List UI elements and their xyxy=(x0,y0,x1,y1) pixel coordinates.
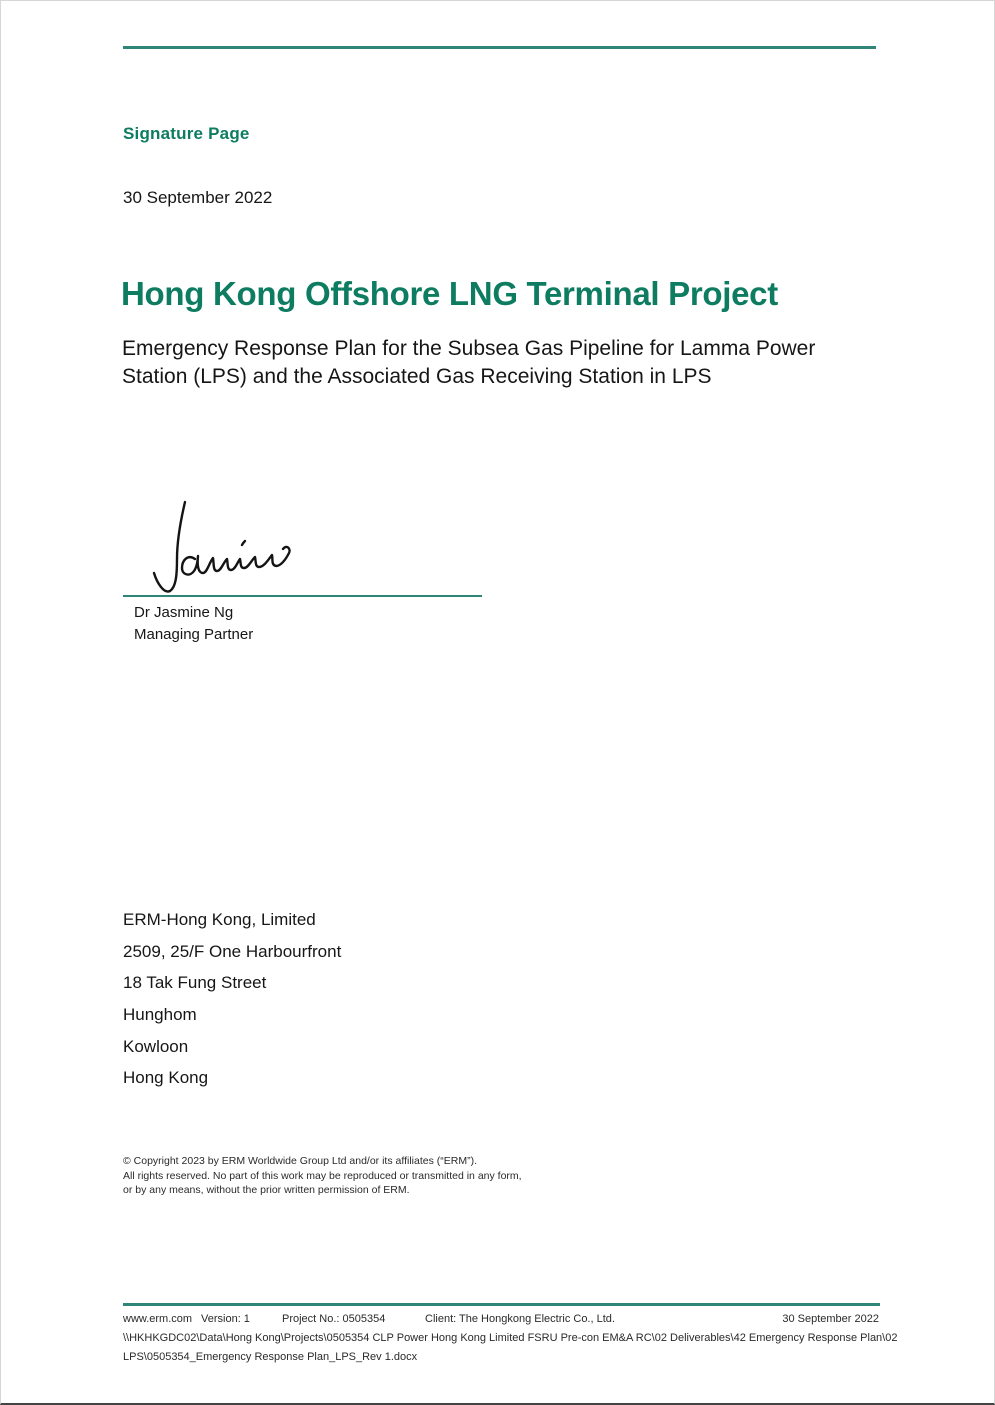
signature-handwriting xyxy=(143,497,313,599)
footer-client: Client: The Hongkong Electric Co., Ltd. xyxy=(425,1313,615,1325)
signature-line xyxy=(123,595,482,597)
address-line: 2509, 25/F One Harbourfront xyxy=(123,941,342,961)
address-line: Hong Kong xyxy=(123,1068,209,1088)
header-rule xyxy=(123,46,876,49)
copyright-notice xyxy=(123,1154,522,1198)
signatory-role: Managing Partner xyxy=(134,626,254,643)
footer-version: Version: 1 xyxy=(201,1313,250,1325)
signature-ink xyxy=(242,541,245,545)
copyright-line: All rights reserved. No part of this work may be reproduced or transmitted in any form, xyxy=(123,1169,522,1182)
footer-rule xyxy=(123,1303,880,1306)
address-line: Hunghom xyxy=(123,1005,197,1025)
company-address-block xyxy=(123,904,341,1094)
page-footer xyxy=(1,1309,995,1363)
footer-file-path-line2: LPS\0505354_Emergency Response Plan_LPS_Rev 1.docx xyxy=(123,1351,418,1363)
address-line: 18 Tak Fung Street xyxy=(123,973,267,993)
signature-ink xyxy=(182,547,290,575)
signature-ink xyxy=(154,502,185,592)
address-line: Kowloon xyxy=(123,1036,189,1056)
address-line: ERM-Hong Kong, Limited xyxy=(123,910,316,929)
copyright-line: © Copyright 2023 by ERM Worldwide Group Ltd and/or its affiliates (“ERM”). xyxy=(123,1155,477,1167)
footer-date: 30 September 2022 xyxy=(782,1313,879,1325)
copyright-line: or by any means, without the prior written permission of ERM. xyxy=(123,1184,410,1197)
document-title: Hong Kong Offshore LNG Terminal Project xyxy=(121,275,778,312)
document-date: 30 September 2022 xyxy=(123,188,273,207)
signatory-name: Dr Jasmine Ng xyxy=(134,604,234,621)
footer-project-number: Project No.: 0505354 xyxy=(282,1313,386,1325)
footer-website: www.erm.com xyxy=(123,1313,193,1325)
section-label: Signature Page xyxy=(123,124,250,143)
footer-file-path-line1: \\HKHKGDC02\Data\Hong Kong\Projects\0505354 CLP Power Hong Kong Limited FSRU Pre-con EM&A RC\02 Deliverables\42 Emergency Response Plan\02 xyxy=(123,1332,898,1344)
footer-meta-row xyxy=(1,1309,995,1329)
document-subtitle: Emergency Response Plan for the Subsea Gas Pipeline for Lamma Power Station (LPS) and the Associated Gas Receiving Station in LPS xyxy=(122,337,816,388)
